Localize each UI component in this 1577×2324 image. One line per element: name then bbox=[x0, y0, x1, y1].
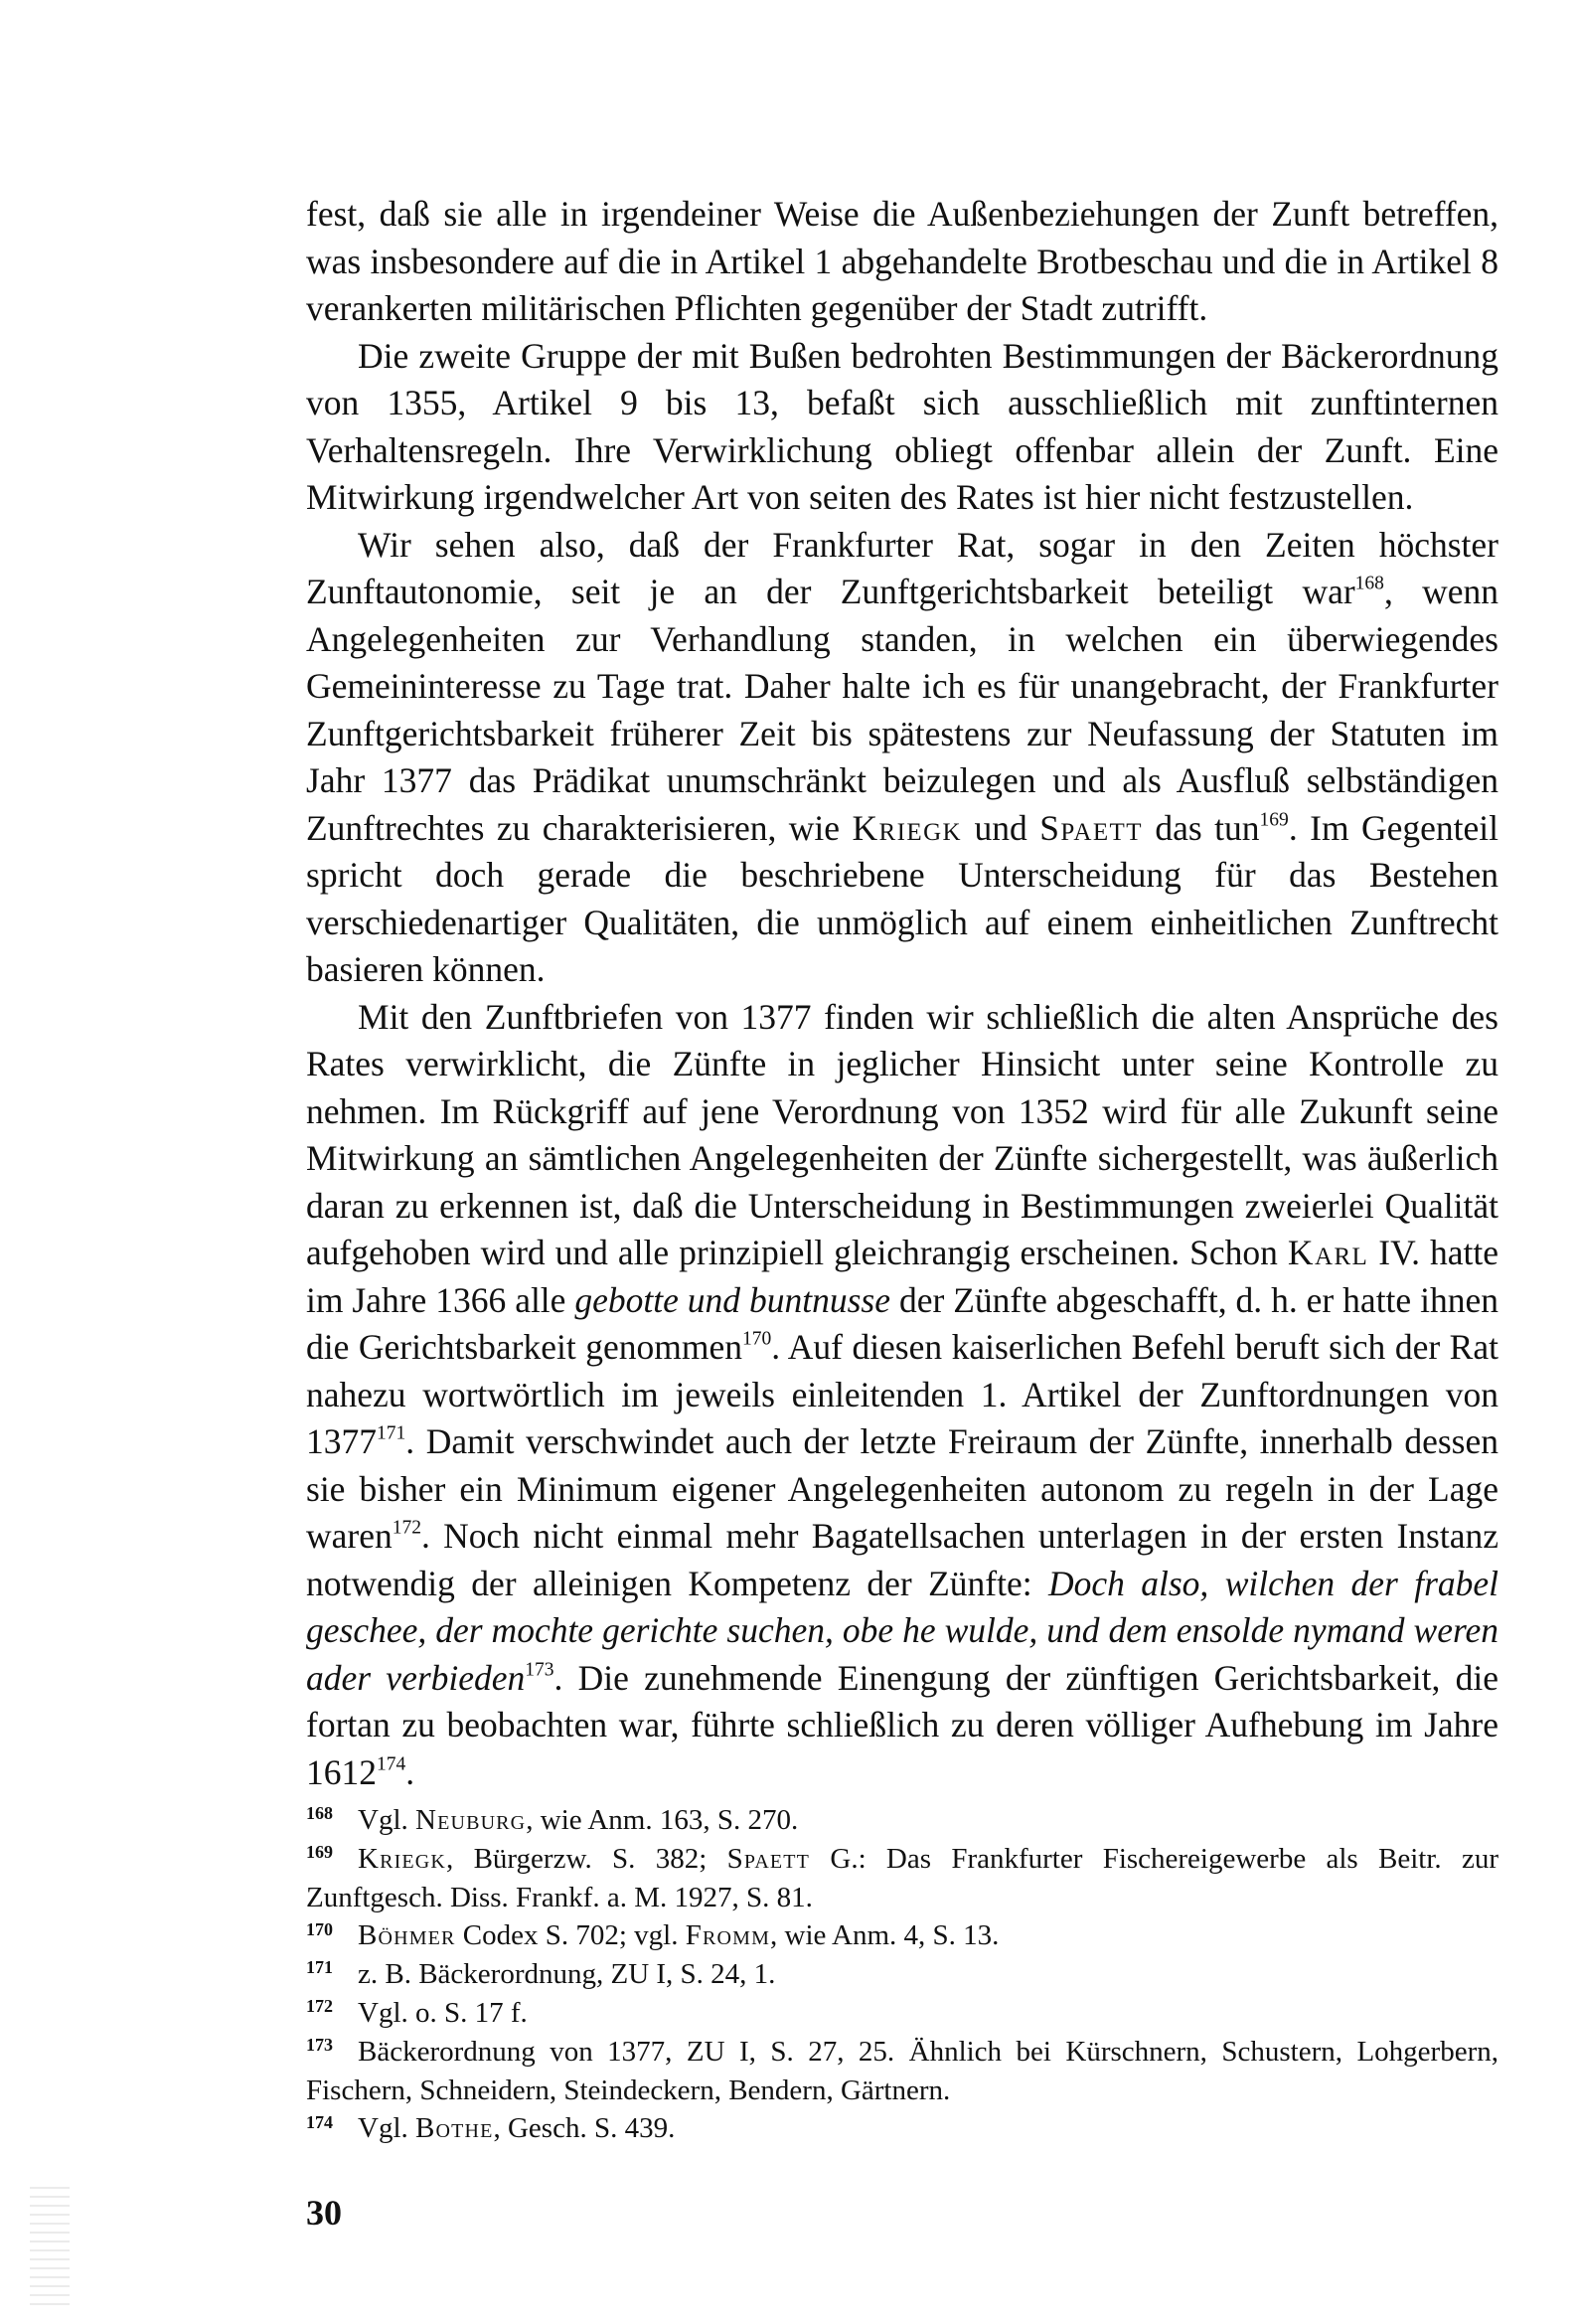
footnotes bbox=[306, 1801, 1498, 2148]
paragraph-4 bbox=[306, 994, 1498, 1797]
paragraph-3 bbox=[306, 522, 1498, 994]
paragraph-1 bbox=[306, 191, 1498, 333]
footnote-text: z. B. Bäckerordnung, ZU I, S. 24, 1. bbox=[358, 1958, 776, 1991]
author-kriegk: Kriegk bbox=[852, 807, 963, 848]
footnote-text: , Bürgerzw. S. 382; bbox=[446, 1842, 727, 1875]
footnote-author: Neuburg bbox=[415, 1804, 527, 1836]
footnote-text: Vgl. bbox=[358, 2112, 415, 2145]
footnote-text: Bäckerordnung von 1377, ZU I, S. 27, 25. Ähnlich bei Kürschnern, Schustern, Lohgerbern, Fischern, Schneidern, Steindeckern, Bendern, Gärtnern. bbox=[306, 2035, 1498, 2106]
paragraph-2-text: Die zweite Gruppe der mit Bußen bedrohten Bestimmungen der Bäckerordnung von 1355, Artikel 9 bis 13, befaßt sich ausschließlich mit zunftinternen Verhaltensregeln. Ihre Verwirklichung obliegt offenbar allein der Zunft. Eine Mitwirkung irgendwelcher Art von seiten des Rates ist hier nicht festzustellen. bbox=[306, 335, 1498, 517]
footnote-author: Fromm bbox=[685, 1919, 771, 1952]
footnote-text: Vgl. bbox=[358, 1804, 415, 1836]
footnote-168: 168 Vgl. Neuburg, wie Anm. 163, S. 270. bbox=[306, 1803, 799, 1836]
footnote-text: G.: Das Frankfurter Fischereigewerbe als Beitr. zur Zunftgesch. Diss. Frankf. a. M. 1927, S. 81. bbox=[306, 1842, 1498, 1913]
paragraph-4-text-d: . Auf diesen kaiserlichen Befehl beruft sich der Rat nahezu wortwörtlich im jeweils einleitenden 1. Artikel der Zunftordnungen von 1377 bbox=[306, 1327, 1498, 1461]
footnote-ref-173[interactable]: 173 bbox=[525, 1658, 554, 1680]
paragraph-4-text-h: . bbox=[405, 1751, 415, 1792]
scan-edge-artifact bbox=[30, 2187, 70, 2306]
footnote-author: Böhmer bbox=[358, 1919, 456, 1952]
footnote-ref-172[interactable]: 172 bbox=[392, 1517, 422, 1539]
footnote-text: , wie Anm. 4, S. 13. bbox=[770, 1919, 1000, 1952]
paragraph-1-text: fest, daß sie alle in irgendeiner Weise die Außenbeziehungen der Zunft betreffen, was insbesondere auf die in Artikel 1 abgehandelte Brotbeschau und die in Artikel 8 verankerten militärischen Pflichten gegenüber der Stadt zutrifft. bbox=[306, 194, 1498, 328]
paragraph-4-text-c: der Zünfte abgeschafft, d. h. er hatte ihnen die Gerichtsbarkeit genommen bbox=[306, 1279, 1498, 1367]
footnote-author: Spaett bbox=[726, 1842, 811, 1875]
paragraph-4-text-g: . Die zunehmende Einengung der zünftigen Gerichtsbarkeit, die fortan zu beobachten war, führte schließlich zu deren völliger Aufhebung im Jahre 1612 bbox=[306, 1657, 1498, 1792]
footnote-author: Kriegk bbox=[358, 1842, 447, 1875]
footnote-ref-169[interactable]: 169 bbox=[1259, 808, 1289, 830]
footnote-text: Codex S. 702; vgl. bbox=[455, 1919, 686, 1952]
footnote-ref-171[interactable]: 171 bbox=[377, 1422, 406, 1444]
footnote-169: 169 Kriegk, Bürgerzw. S. 382; Spaett G.: Das Frankfurter Fischereigewerbe als Beitr. zur Zunftgesch. Diss. Frankf. a. M. 1927, S. 81. bbox=[306, 1841, 1498, 1913]
paragraph-3-text-d: . Im Gegenteil spricht doch gerade die beschriebene Unterscheidung für das Bestehen verschiedenartiger Qualitäten, die unmöglich auf einem einheitlichen Zunftrecht basieren können. bbox=[306, 807, 1499, 989]
paragraph-3-und: und bbox=[962, 807, 1040, 848]
paragraph-3-text-c: das tun bbox=[1142, 807, 1260, 848]
footnote-171: 171 z. B. Bäckerordnung, ZU I, S. 24, 1. bbox=[306, 1957, 776, 1991]
footnote-text: , Gesch. S. 439. bbox=[493, 2112, 676, 2145]
footnote-author: Bothe bbox=[415, 2112, 494, 2145]
quote-doch-also: Doch also, wilchen der frabel geschee, der mochte gerichte suchen, obe he wulde, und dem ensolde nymand weren ader verbieden bbox=[306, 1563, 1499, 1698]
paragraph-4-text-f: . Noch nicht einmal mehr Bagatellsachen unterlagen in der ersten Instanz notwendig der alleinigen Kompetenz der Zünfte: bbox=[306, 1516, 1498, 1603]
footnote-ref-168[interactable]: 168 bbox=[1354, 573, 1384, 594]
quote-gebotte: gebotte und buntnusse bbox=[574, 1279, 890, 1320]
author-spaett: Spaett bbox=[1039, 807, 1143, 848]
paragraph-3-text-a: Wir sehen also, daß der Frankfurter Rat, sogar in den Zeiten höchster Zunftautonomie, seit je an der Zunftgerichtsbarkeit beteiligt war bbox=[306, 524, 1498, 611]
page-number: 30 bbox=[306, 2193, 342, 2233]
footnote-text: Vgl. o. S. 17 f. bbox=[358, 1996, 528, 2029]
footnote-172: 172 Vgl. o. S. 17 f. bbox=[306, 1996, 528, 2029]
paragraph-2 bbox=[306, 333, 1498, 522]
paragraph-3-text-b: , wenn Angelegenheiten zur Verhandlung standen, in welchen ein überwiegendes Gemeininteresse zu Tage trat. Daher halte ich es für unangebracht, der Frankfurter Zunftgerichtsbarkeit früherer Zeit bis spätestens zur Neufassung der Statuten im Jahr 1377 das Prädikat unumschränkt beizulegen und als Ausfluß selbständigen Zunftrechtes zu charakterisieren, wie bbox=[306, 572, 1498, 848]
paragraph-4-text-b: IV. hatte im Jahre 1366 alle bbox=[306, 1233, 1499, 1320]
footnote-ref-170[interactable]: 170 bbox=[741, 1328, 772, 1350]
footnote-173: 173 Bäckerordnung von 1377, ZU I, S. 27, 25. Ähnlich bei Kürschnern, Schustern, Lohgerbern, Fischern, Schneidern, Steindeckern, Bendern, Gärtnern. bbox=[306, 2034, 1498, 2106]
paragraph-4-text-a: Mit den Zunftbriefen von 1377 finden wir schließlich die alten Ansprüche des Rates verwirklicht, die Zünfte in jeglicher Hinsicht unter seine Kontrolle zu nehmen. Im Rückgriff auf jene Verordnung von 1352 wird für alle Zukunft seine Mitwirkung an sämtlichen Angelegenheiten der Zünfte sichergestellt, was äußerlich daran zu erkennen ist, daß die Unterscheidung in Bestimmungen zweierlei Qualität aufgehoben wird und alle prinzipiell gleichrangig erscheinen. Schon bbox=[306, 996, 1498, 1272]
main-text bbox=[306, 191, 1498, 1796]
footnote-text: , wie Anm. 163, S. 270. bbox=[526, 1804, 799, 1836]
paragraph-4-text-e: . Damit verschwindet auch der letzte Freiraum der Zünfte, innerhalb dessen sie bisher ein Minimum eigener Angelegenheiten autonom zu regeln in der Lage waren bbox=[306, 1421, 1498, 1556]
footnote-170: 170 Böhmer Codex S. 702; vgl. Fromm, wie Anm. 4, S. 13. bbox=[306, 1918, 1000, 1952]
name-karl: Karl bbox=[1287, 1233, 1369, 1272]
footnote-174: 174 Vgl. Bothe, Gesch. S. 439. bbox=[306, 2111, 676, 2145]
footnote-ref-174[interactable]: 174 bbox=[377, 1752, 406, 1774]
